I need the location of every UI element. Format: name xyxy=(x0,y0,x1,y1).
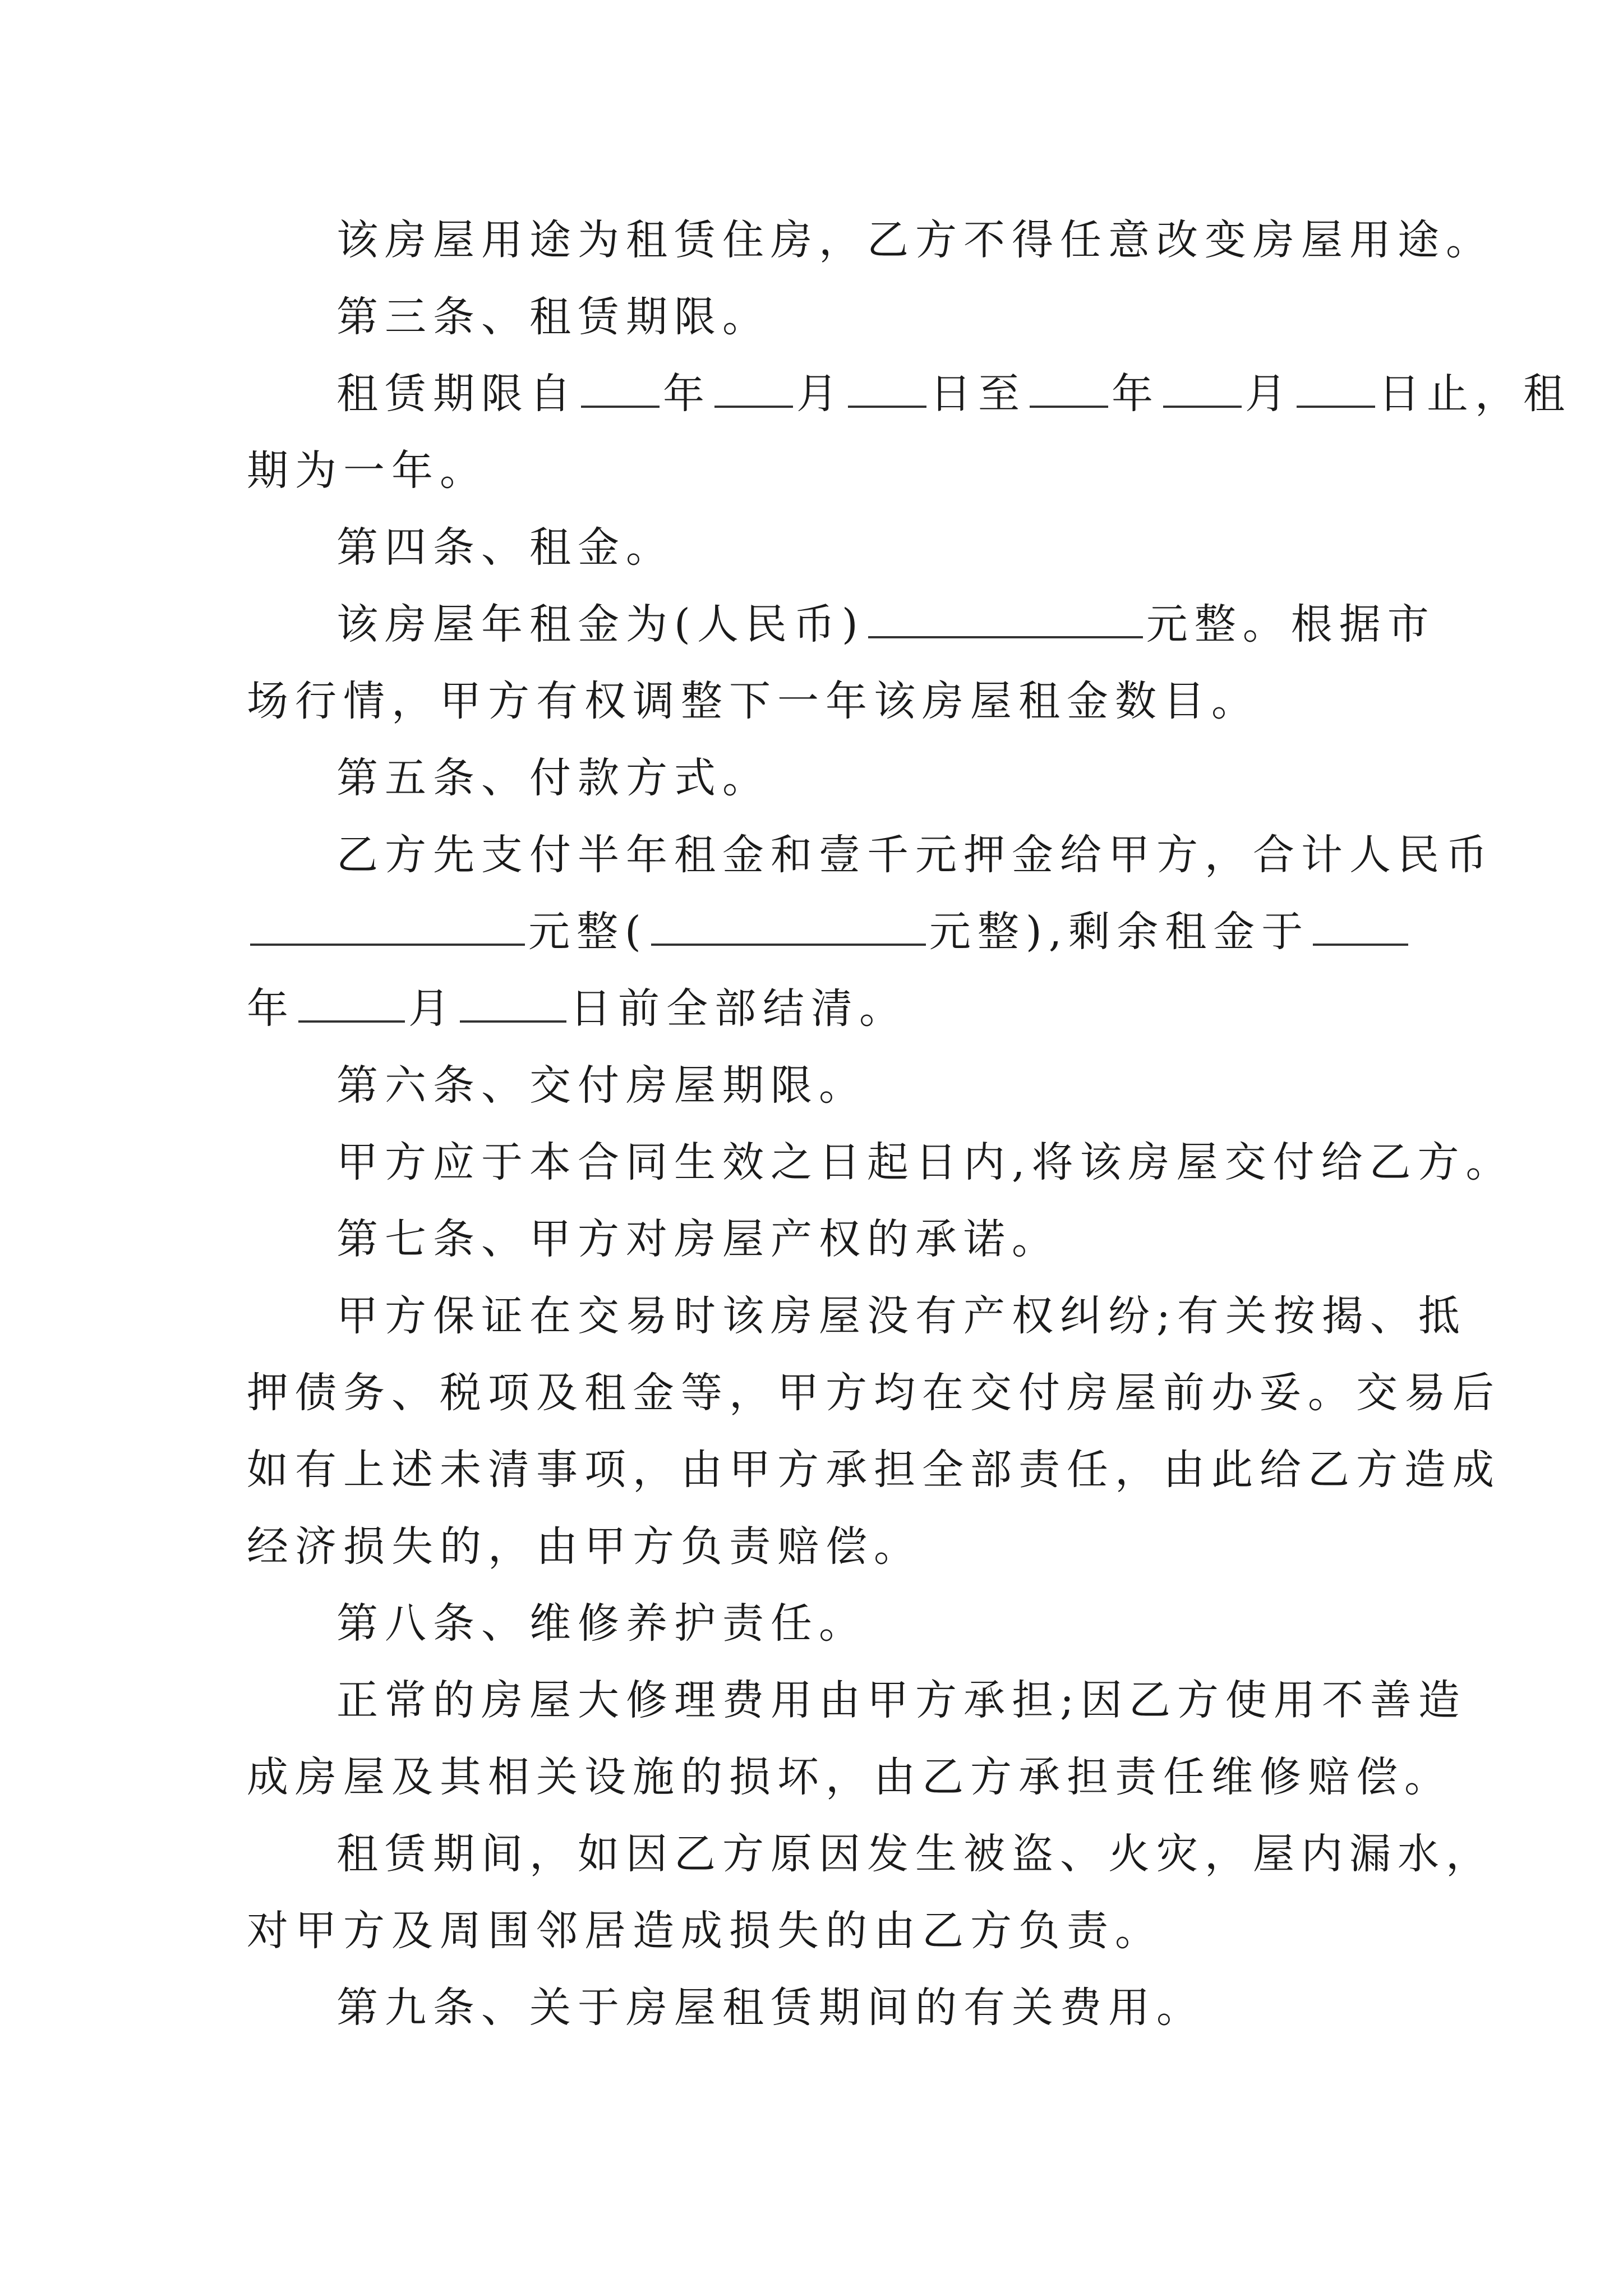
text-segment: 日止，租 xyxy=(1378,370,1571,418)
blank-field xyxy=(1313,904,1408,946)
maintenance-line-1: 正常的房屋大修理费用由甲方承担;因乙方使用不善造 xyxy=(336,1676,1467,1724)
document-body xyxy=(247,202,1571,2046)
text-segment: 月 xyxy=(408,984,457,1033)
payment-amount-line xyxy=(247,894,1391,970)
text-segment: 日至 xyxy=(930,370,1026,418)
maintenance-line-2: 成房屋及其相关设施的损坏，由乙方承担责任维修赔偿。 xyxy=(247,1753,1453,1801)
maintenance-line-3: 租赁期间，如因乙方原因发生被盗、火灾，屋内漏水， xyxy=(336,1830,1494,1878)
blank-field xyxy=(1030,366,1108,408)
article-9-heading: 第九条、关于房屋租赁期间的有关费用。 xyxy=(336,1984,1205,2032)
text-segment: 元整( xyxy=(528,908,648,956)
title-guarantee-line-3: 如有上述未清事项，由甲方承担全部责任，由此给乙方造成 xyxy=(247,1446,1501,1494)
article-3-heading: 第三条、租赁期限。 xyxy=(336,293,771,341)
maintenance-line-4: 对甲方及周围邻居造成损失的由乙方负责。 xyxy=(247,1907,1163,1955)
blank-field xyxy=(460,981,566,1023)
article-7-heading: 第七条、甲方对房屋产权的承诺。 xyxy=(336,1215,1060,1263)
title-guarantee-line-4: 经济损失的，由甲方负责赔偿。 xyxy=(247,1522,922,1571)
rent-amount-line xyxy=(247,586,1436,663)
text-segment: 年 xyxy=(1112,370,1160,418)
text-segment: 月 xyxy=(796,370,845,418)
blank-field xyxy=(651,904,926,946)
blank-field xyxy=(250,904,525,946)
delivery-line: 甲方应于本合同生效之日起日内,将该房屋交付给乙方。 xyxy=(336,1138,1514,1186)
text-segment: 月 xyxy=(1245,370,1293,418)
text-segment: 租赁期限自 xyxy=(336,370,578,418)
article-4-heading: 第四条、租金。 xyxy=(336,523,674,572)
payment-line: 乙方先支付半年租金和壹千元押金给甲方，合计人民币 xyxy=(336,831,1494,879)
text-segment: 年 xyxy=(663,370,711,418)
payment-date-line xyxy=(247,970,1391,1047)
article-6-heading: 第六条、交付房屋期限。 xyxy=(336,1061,867,1110)
title-guarantee-line-2: 押债务、税项及租金等，甲方均在交付房屋前办妥。交易后 xyxy=(247,1369,1501,1417)
blank-field xyxy=(848,366,926,408)
text-segment: 该房屋年租金为(人民币) xyxy=(336,600,865,648)
text-segment: 日前全部结清。 xyxy=(570,984,907,1033)
blank-field xyxy=(868,597,1143,638)
article-8-heading: 第八条、维修养护责任。 xyxy=(336,1599,867,1648)
paragraph-usage: 该房屋用途为租赁住房，乙方不得任意改变房屋用途。 xyxy=(336,216,1494,264)
title-guarantee-line-1: 甲方保证在交易时该房屋没有产权纠纷;有关按揭、抵 xyxy=(336,1292,1467,1340)
lease-term-continuation: 期为一年。 xyxy=(247,447,488,495)
rent-amount-continuation: 场行情，甲方有权调整下一年该房屋租金数目。 xyxy=(247,677,1260,725)
article-5-heading: 第五条、付款方式。 xyxy=(336,754,771,802)
blank-field xyxy=(1163,366,1242,408)
text-segment: 元整),剩余租金于 xyxy=(929,908,1310,956)
blank-field xyxy=(714,366,793,408)
text-segment: 元整。根据市 xyxy=(1146,600,1436,648)
lease-term-line xyxy=(247,356,1571,432)
blank-field xyxy=(581,366,660,408)
blank-field xyxy=(298,981,405,1023)
text-segment: 年 xyxy=(247,984,295,1033)
blank-field xyxy=(1297,366,1375,408)
